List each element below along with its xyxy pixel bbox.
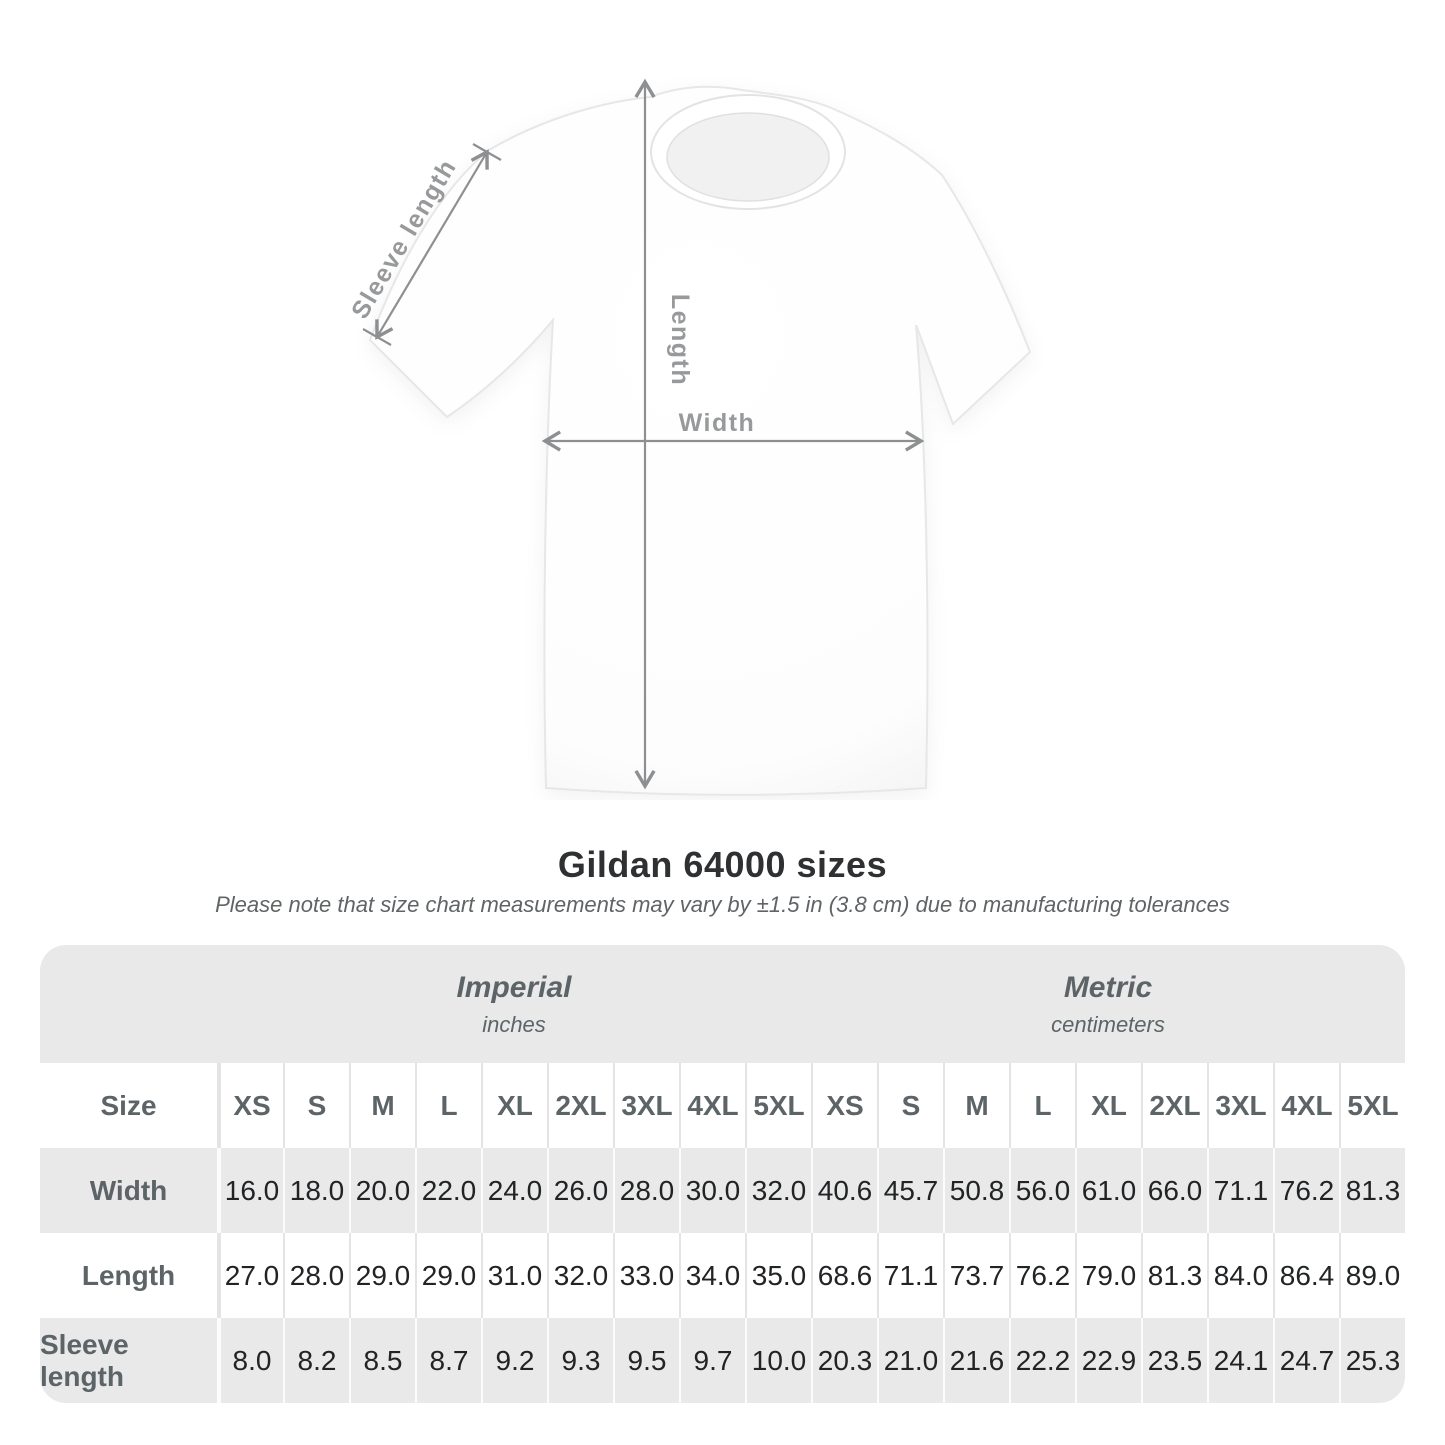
measurement-cell: 50.8 [943, 1148, 1009, 1233]
size-header-cell: XL [1075, 1063, 1141, 1148]
measurement-cell: 28.0 [613, 1148, 679, 1233]
measurement-cell: 22.9 [1075, 1318, 1141, 1403]
metric-unit: centimeters [1051, 1011, 1165, 1037]
measurement-cell: 16.0 [217, 1148, 283, 1233]
size-header-cell: 4XL [1273, 1063, 1339, 1148]
tolerance-note: Please note that size chart measurements may vary by ±1.5 in (3.8 cm) due to manufacturing tolerances [215, 892, 1230, 917]
unit-header-spacer [40, 945, 217, 1063]
measurement-cell: 8.7 [415, 1318, 481, 1403]
imperial-title: Imperial [456, 970, 572, 1004]
size-header-cell: M [943, 1063, 1009, 1148]
metric-title: Metric [1063, 970, 1153, 1004]
measurement-cell: 61.0 [1075, 1148, 1141, 1233]
size-header-cell: 3XL [1207, 1063, 1273, 1148]
row-label: Length [81, 1259, 176, 1291]
width-row [40, 1148, 1405, 1233]
size-header-row [40, 1063, 1405, 1148]
measurement-cell: 24.7 [1273, 1318, 1339, 1403]
size-header-cell: 5XL [745, 1063, 811, 1148]
measurement-cell: 24.0 [481, 1148, 547, 1233]
measurement-cell: 89.0 [1339, 1233, 1405, 1318]
size-header-cell: 5XL [1339, 1063, 1405, 1148]
measurement-cell: 79.0 [1075, 1233, 1141, 1318]
imperial-unit: inches [482, 1011, 546, 1037]
measurement-cell: 76.2 [1009, 1233, 1075, 1318]
size-header-cell: L [415, 1063, 481, 1148]
measurement-cell: 71.1 [1207, 1148, 1273, 1233]
measurement-cell: 10.0 [745, 1318, 811, 1403]
measurement-cell: 56.0 [1009, 1148, 1075, 1233]
measurement-cell: 20.0 [349, 1148, 415, 1233]
size-header-cell: XS [811, 1063, 877, 1148]
size-chart-table [40, 945, 1405, 1403]
collar-opening [667, 113, 829, 201]
size-header-cell: S [283, 1063, 349, 1148]
measurement-cell: 9.5 [613, 1318, 679, 1403]
measurement-cell: 27.0 [217, 1233, 283, 1318]
size-header-cell: M [349, 1063, 415, 1148]
size-header-cell: 3XL [613, 1063, 679, 1148]
measurement-cell: 22.2 [1009, 1318, 1075, 1403]
width-label: Width [678, 409, 756, 437]
row-label: Sleeve length [40, 1328, 129, 1392]
row-label: Width [89, 1174, 168, 1206]
imperial-header [217, 945, 811, 1063]
measurement-cell: 22.0 [415, 1148, 481, 1233]
length-row [40, 1233, 1405, 1318]
tshirt-measurement-diagram [340, 40, 1060, 800]
measurement-cell: 21.6 [943, 1318, 1009, 1403]
measurement-cell: 24.1 [1207, 1318, 1273, 1403]
sleeve-length-row [40, 1318, 1405, 1403]
measurement-cell: 28.0 [283, 1233, 349, 1318]
size-header-cell: S [877, 1063, 943, 1148]
measurement-cell: 9.2 [481, 1318, 547, 1403]
size-column-label: Size [100, 1089, 157, 1121]
measurement-cell: 26.0 [547, 1148, 613, 1233]
measurement-cell: 29.0 [349, 1233, 415, 1318]
measurement-cell: 21.0 [877, 1318, 943, 1403]
measurement-cell: 23.5 [1141, 1318, 1207, 1403]
measurement-cell: 8.2 [283, 1318, 349, 1403]
size-header-cell: XS [217, 1063, 283, 1148]
measurement-cell: 66.0 [1141, 1148, 1207, 1233]
size-header-cell: L [1009, 1063, 1075, 1148]
measurement-cell: 35.0 [745, 1233, 811, 1318]
size-header-cell: 2XL [547, 1063, 613, 1148]
measurement-cell: 84.0 [1207, 1233, 1273, 1318]
measurement-cell: 32.0 [547, 1233, 613, 1318]
measurement-cell: 8.0 [217, 1318, 283, 1403]
tshirt-graphic [340, 40, 1060, 800]
measurement-cell: 71.1 [877, 1233, 943, 1318]
measurement-cell: 68.6 [811, 1233, 877, 1318]
measurement-cell: 40.6 [811, 1148, 877, 1233]
size-header-cell: XL [481, 1063, 547, 1148]
measurement-cell: 73.7 [943, 1233, 1009, 1318]
measurement-cell: 9.3 [547, 1318, 613, 1403]
metric-header [811, 945, 1405, 1063]
measurement-cell: 76.2 [1273, 1148, 1339, 1233]
size-header-cell: 4XL [679, 1063, 745, 1148]
measurement-cell: 32.0 [745, 1148, 811, 1233]
measurement-cell: 30.0 [679, 1148, 745, 1233]
measurement-cell: 81.3 [1141, 1233, 1207, 1318]
sleeve-length-label: Sleeve length [345, 154, 463, 324]
length-label: Length [666, 293, 694, 387]
measurement-cell: 33.0 [613, 1233, 679, 1318]
measurement-cell: 20.3 [811, 1318, 877, 1403]
unit-header-row [40, 945, 1405, 1063]
measurement-cell: 34.0 [679, 1233, 745, 1318]
measurement-cell: 9.7 [679, 1318, 745, 1403]
page-title: Gildan 64000 sizes [557, 844, 888, 885]
measurement-cell: 25.3 [1339, 1318, 1405, 1403]
measurement-cell: 29.0 [415, 1233, 481, 1318]
measurement-cell: 45.7 [877, 1148, 943, 1233]
measurement-cell: 81.3 [1339, 1148, 1405, 1233]
measurement-cell: 31.0 [481, 1233, 547, 1318]
measurement-cell: 18.0 [283, 1148, 349, 1233]
measurement-cell: 86.4 [1273, 1233, 1339, 1318]
measurement-cell: 8.5 [349, 1318, 415, 1403]
size-header-cell: 2XL [1141, 1063, 1207, 1148]
